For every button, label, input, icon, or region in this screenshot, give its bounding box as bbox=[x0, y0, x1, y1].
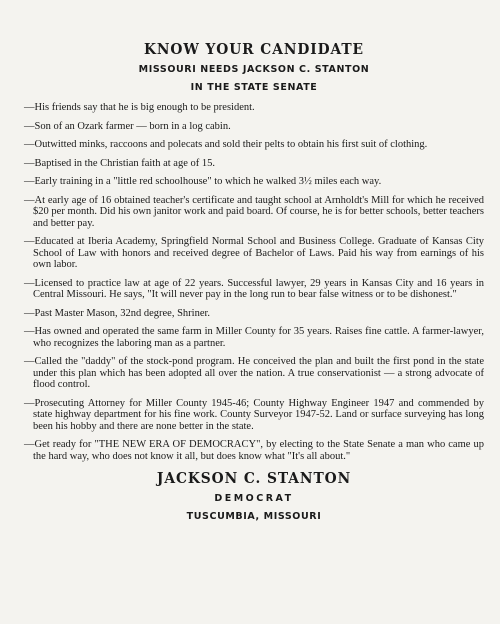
candidate-name: JACKSON C. STANTON bbox=[156, 469, 352, 487]
hometown-label: TUSCUMBIA, MISSOURI bbox=[186, 511, 322, 522]
list-item: —Educated at Iberia Academy, Springfield Normal School and Business College. Graduate of Kansas City School of Law with honors and received degree of Bachelor of Laws. Paid his way from earnings of his own labor. bbox=[24, 236, 484, 270]
list-item: —Outwitted minks, raccoons and polecats and sold their pelts to obtain his first suit of clothing. bbox=[24, 139, 428, 150]
list-item: —Has owned and operated the same farm in Miller County for 35 years. Raises fine cattle. A farmer-lawyer, who recognizes the laboring man as a partner. bbox=[24, 326, 484, 349]
candidate-facts-list bbox=[24, 102, 484, 462]
party-label: DEMOCRAT bbox=[214, 493, 294, 504]
list-item: —Licensed to practice law at age of 22 years. Successful lawyer, 29 years in Kansas City and 16 years in Central Missouri. He says, "It will never pay in the long run to bear false witness or to be dishonest." bbox=[24, 277, 484, 300]
list-item: —Son of an Ozark farmer — born in a log cabin. bbox=[24, 120, 231, 132]
list-item: —Get ready for "THE NEW ERA OF DEMOCRACY", by electing to the State Senate a man who came up the hard way, who does not know it all, but does know what "It's all about." bbox=[24, 439, 484, 462]
list-item: —Past Master Mason, 32nd degree, Shriner. bbox=[24, 307, 211, 319]
list-item: —Early training in a "little red schoolhouse" to which he walked 3½ miles each way. bbox=[24, 176, 382, 187]
list-item: —Baptised in the Christian faith at age of 15. bbox=[24, 157, 215, 169]
list-item: —At early age of 16 obtained teacher's certificate and taught school at Arnholdt's Mill for which he received $20 per month. Did his own janitor work and paid board. Of course, he is for better schools, better teachers and better pay. bbox=[24, 194, 484, 229]
flyer-footer bbox=[24, 469, 484, 523]
page-title: KNOW YOUR CANDIDATE bbox=[143, 40, 365, 58]
list-item: —Called the "daddy" of the stock-pond program. He conceived the plan and built the first pond in the state under this plan which has been adopted all over the nation. A true conservationist — a strong advocate of flood control. bbox=[24, 356, 484, 390]
page-subtitle: MISSOURI NEEDS JACKSON C. STANTON bbox=[138, 64, 370, 75]
office-heading: IN THE STATE SENATE bbox=[190, 82, 318, 93]
list-item: —Prosecuting Attorney for Miller County 1945-46; County Highway Engineer 1947 and commended by state highway department for his fine work. County Surveyor 1947-52. Land or surface surveying has long been his hobby and there are none better in the state. bbox=[24, 397, 484, 432]
list-item: —His friends say that he is big enough to be president. bbox=[24, 102, 255, 113]
